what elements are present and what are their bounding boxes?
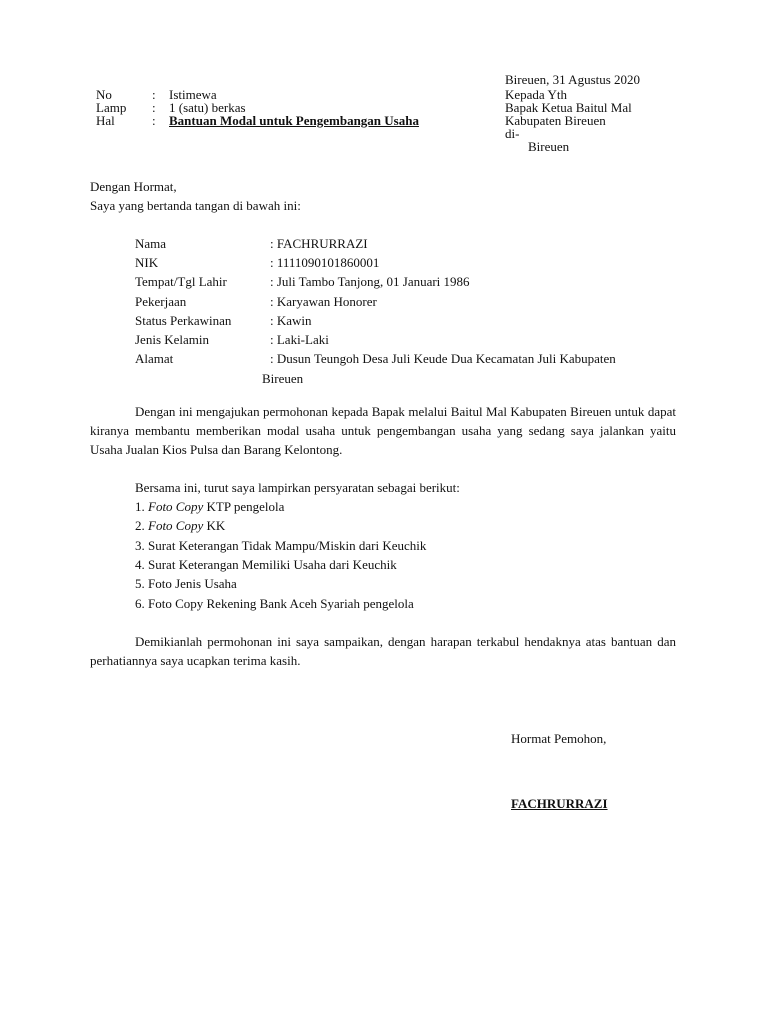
field-label-nama: Nama (135, 236, 167, 251)
intro-line: Saya yang bertanda tangan di bawah ini: (90, 198, 301, 213)
request-paragraph-text: Dengan ini mengajukan permohonan kepada Bapak melalui Baitul Mal Kabupaten Bireuen untuk dapat kiranya membantu memberikan modal usaha untuk pengembangan usaha yang sedang saya jalankan yaitu Usaha Jualan Kios Pulsa dan Barang Kelontong. (90, 404, 676, 457)
place-date: Bireuen, 31 Agustus 2020 (505, 72, 641, 87)
meta-label-no: No (96, 87, 112, 102)
attachment-item: 6. Foto Copy Rekening Bank Aceh Syariah pengelola (135, 596, 414, 611)
field-value-alamat-continuation: Bireuen (262, 371, 304, 386)
field-value-status: : Kawin (270, 313, 312, 328)
field-value-nama: : FACHRURRAZI (270, 236, 368, 251)
field-value-alamat: : Dusun Teungoh Desa Juli Keude Dua Kecamatan Juli Kabupaten (270, 351, 616, 366)
field-label-pekerjaan: Pekerjaan (135, 294, 187, 309)
attachment-item: 5. Foto Jenis Usaha (135, 576, 237, 591)
field-value-jenis-kelamin: : Laki-Laki (270, 332, 329, 347)
field-label-jenis-kelamin: Jenis Kelamin (135, 332, 210, 347)
attachment-item: 2. Foto Copy KK (135, 518, 226, 533)
field-label-ttl: Tempat/Tgl Lahir (135, 274, 227, 289)
attachments-intro: Bersama ini, turut saya lampirkan persyaratan sebagai berikut: (135, 480, 460, 495)
field-value-nik: : 1111090101860001 (270, 255, 380, 270)
greeting: Dengan Hormat, (90, 179, 177, 194)
recipient-di: di- (505, 126, 520, 141)
meta-colon: : (152, 87, 156, 102)
attachment-item: 1. Foto Copy KTP pengelola (135, 499, 285, 514)
meta-colon: : (152, 100, 156, 115)
meta-value-no: Istimewa (169, 87, 217, 102)
meta-value-hal: Bantuan Modal untuk Pengembangan Usaha (169, 113, 419, 128)
field-label-nik: NIK (135, 255, 159, 270)
field-value-ttl: : Juli Tambo Tanjong, 01 Januari 1986 (270, 274, 470, 289)
closing-paragraph-text: Demikianlah permohonan ini saya sampaikan, dengan harapan terkabul hendaknya atas bantuan dan perhatiannya saya ucapkan terima kasih. (90, 634, 676, 668)
meta-value-lamp: 1 (satu) berkas (169, 100, 246, 115)
field-label-status: Status Perkawinan (135, 313, 232, 328)
closing-paragraph (90, 632, 676, 670)
signature-name: FACHRURRAZI (511, 796, 608, 811)
field-label-alamat: Alamat (135, 351, 174, 366)
request-paragraph (90, 402, 676, 459)
recipient-name: Bapak Ketua Baitul Mal (505, 100, 632, 115)
meta-colon: : (152, 113, 156, 128)
recipient-org: Kabupaten Bireuen (505, 113, 606, 128)
recipient-to: Kepada Yth (505, 87, 567, 102)
attachment-item: 3. Surat Keterangan Tidak Mampu/Miskin dari Keuchik (135, 538, 427, 553)
meta-label-lamp: Lamp (96, 100, 127, 115)
field-value-pekerjaan: : Karyawan Honorer (270, 294, 377, 309)
meta-label-hal: Hal (96, 113, 115, 128)
signature-salutation: Hormat Pemohon, (511, 731, 607, 746)
recipient-city: Bireuen (528, 139, 570, 154)
attachment-item: 4. Surat Keterangan Memiliki Usaha dari Keuchik (135, 557, 397, 572)
